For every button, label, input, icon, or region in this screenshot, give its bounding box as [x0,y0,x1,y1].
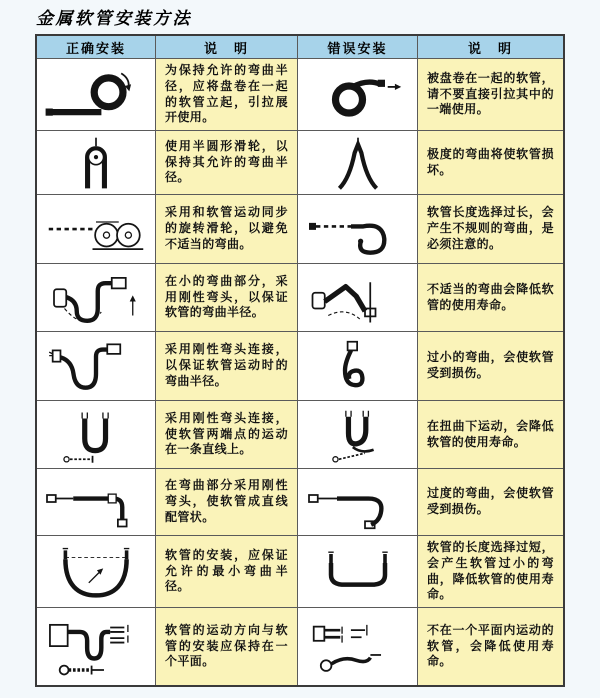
table-row [37,59,563,131]
wrong-desc-text: 在扭曲下运动，会降低软管的使用寿命。 [427,418,554,449]
correct-image-cell [37,608,156,685]
correct-desc-text: 在小的弯曲部分，采用刚性弯头，以保证软管的弯曲半径。 [165,273,288,320]
wrong-desc-text: 过度的弯曲，会使软管受到损伤。 [427,486,554,516]
tight-hook-illustration [306,338,410,394]
correct-image-cell [37,536,156,608]
straight-run-elbow-illustration [42,474,150,530]
minimum-bend-radius-illustration [42,543,150,601]
correct-desc-cell [156,608,298,685]
rotating-pulleys-illustration [42,201,150,257]
wrong-desc-cell [418,469,563,536]
wrong-image-cell [298,401,418,469]
pulley-guide-illustration [44,136,148,190]
table-header-row [37,36,563,59]
correct-desc-cell [156,332,298,401]
wrong-desc-cell [418,332,563,401]
correct-desc-cell [156,59,298,131]
wrong-desc-text: 被盘卷在一起的软管，请不要直接引拉其中的一端使用。 [427,70,554,117]
correct-image-cell [37,332,156,401]
irregular-loop-illustration [304,201,412,257]
single-plane-trap-illustration [42,616,150,678]
coiled-hose-upright-illustration [42,66,150,124]
header-correct-desc: 说 明 [156,36,298,59]
wrong-desc-cell [418,401,563,469]
table-row [37,401,563,469]
wrong-image-cell [298,536,418,608]
header-wrong-install: 错误安装 [298,36,418,59]
wrong-image-cell [298,131,418,195]
correct-desc-cell [156,536,298,608]
correct-desc-text: 采用和软管运动同步的旋转滑轮，以避免不适当的弯曲。 [165,205,288,251]
wrong-image-cell [298,469,418,536]
wrong-image-cell [298,264,418,332]
wrong-desc-cell [418,59,563,131]
wrong-desc-text: 软管的长度选择过短，会产生软管过小的弯曲，降低软管的使用寿命。 [427,539,554,602]
correct-desc-cell [156,469,298,536]
correct-image-cell [37,131,156,195]
correct-image-cell [37,469,156,536]
correct-image-cell [37,401,156,469]
wrong-desc-cell [418,536,563,608]
table-row [37,195,563,264]
wrong-desc-text: 软管长度选择过长，会产生不规则的弯曲，是必须注意的。 [427,205,554,251]
page-title: 金属软管安装方法 [36,9,192,29]
correct-desc-text: 在弯曲部分采用刚性弯头，使软管成直线配管状。 [165,478,288,524]
table-row [37,536,563,608]
correct-desc-text: 采用刚性弯头连接，使软管两端点的运动在一条直线上。 [165,410,288,457]
wrong-desc-text: 过小的弯曲，会使软管受到损伤。 [427,350,554,380]
wrong-desc-cell [418,608,563,685]
correct-image-cell [37,195,156,264]
flat-short-loop-illustration [304,543,412,601]
wrong-desc-text: 极度的弯曲将使软管损坏。 [427,146,554,177]
correct-desc-text: 软管的安装，应保证允许的最小弯曲半径。 [165,547,288,594]
table-row [37,469,563,536]
installation-table [35,34,565,687]
table-row [37,131,563,195]
table-row [37,264,563,332]
u-loop-straight-line-illustration [44,407,148,463]
wrong-image-cell [298,195,418,264]
correct-image-cell [37,264,156,332]
wrong-desc-cell [418,131,563,195]
table-row [37,608,563,685]
over-bent-elbow-illustration [304,474,412,530]
correct-desc-cell [156,264,298,332]
correct-desc-cell [156,131,298,195]
sharp-hairpin-illustration [306,136,410,190]
wrong-desc-text: 不适当的弯曲会降低软管的使用寿命。 [427,281,554,312]
wrong-desc-cell [418,264,563,332]
elbow-u-loop-illustration [44,338,148,394]
header-wrong-desc: 说 明 [418,36,563,59]
wrong-desc-text: 不在一个平面内运动的软管，会降低使用寿命。 [427,622,554,669]
wrong-image-cell [298,59,418,131]
rigid-elbow-small-bend-illustration [42,270,150,326]
correct-desc-text: 为保持允许的弯曲半径，应将盘卷在一起的软管立起，引拉展开使用。 [165,62,288,125]
table-row [37,332,563,401]
wrong-image-cell [298,608,418,685]
wrong-image-cell [298,332,418,401]
wrong-desc-cell [418,195,563,264]
sharp-zigzag-illustration [304,270,412,326]
correct-desc-cell [156,195,298,264]
correct-desc-text: 软管的运动方向与软管的安装应保持在一个平面。 [165,622,288,669]
coiled-hose-pulled-illustration [304,66,412,124]
correct-desc-text: 使用半圆形滑轮，以保持其允许的弯曲半径。 [165,138,288,185]
out-of-plane-motion-illustration [304,616,412,678]
correct-desc-text: 采用刚性弯头连接，以保证软管运动时的弯曲半径。 [165,342,288,388]
correct-desc-cell [156,401,298,469]
twisted-u-loop-illustration [306,407,410,463]
header-correct-install: 正确安装 [37,36,156,59]
correct-image-cell [37,59,156,131]
